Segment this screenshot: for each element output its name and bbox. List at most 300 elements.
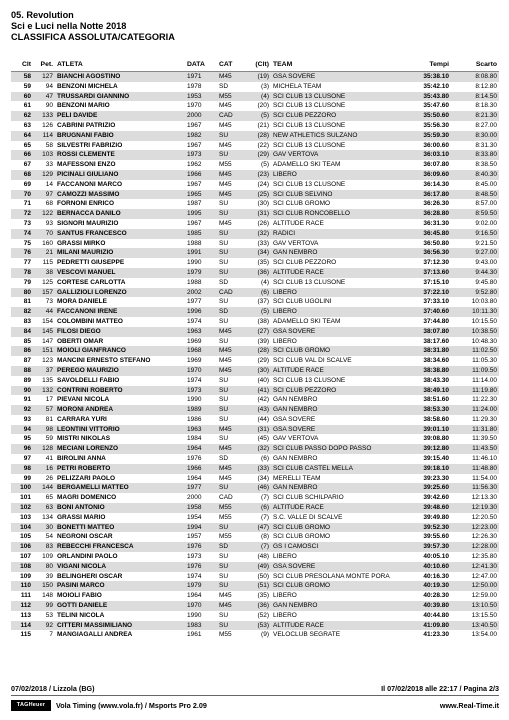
cell-cat: SD xyxy=(219,278,229,286)
cell-scarto: 10:38.50 xyxy=(451,327,499,337)
cell-pett: 81 xyxy=(45,415,53,423)
cell-clt-cat: (29) xyxy=(257,357,269,365)
cell-scarto: 8:21.30 xyxy=(451,111,499,121)
cell-pett: 54 xyxy=(45,533,53,541)
table-row xyxy=(11,474,499,484)
cell-atleta: CONTRINI ROBERTO xyxy=(55,386,185,396)
cell-pett: 47 xyxy=(33,92,55,102)
cell-pett: 83 xyxy=(33,542,55,552)
cell-clt: 79 xyxy=(23,278,31,286)
cell-team: GAN NEMBRO xyxy=(273,455,318,463)
cell-clt: 98 xyxy=(11,464,33,474)
cell-clt: 68 xyxy=(11,170,33,180)
cell-pett: 7 xyxy=(49,631,53,639)
cell-team: SCI CLUB GROMO xyxy=(271,523,399,533)
cell-pett: 37 xyxy=(33,366,55,376)
cell-clt-cat: (5) xyxy=(245,111,271,121)
cell-pett: 128 xyxy=(33,444,55,454)
cell-team: MICHELA TEAM xyxy=(273,82,322,90)
cell-scarto: 8:18.30 xyxy=(475,102,497,110)
cell-team: VELOCLUB SEGRATE xyxy=(273,631,341,639)
cell-atleta: GRASSI MARIO xyxy=(57,513,106,521)
table-row xyxy=(11,503,499,513)
cell-clt: 101 xyxy=(20,494,31,502)
cell-atleta: FACCANONI MARCO xyxy=(57,180,122,188)
cell-scarto: 8:45.00 xyxy=(475,180,497,188)
col-header-tempi: Tempi xyxy=(399,59,451,72)
cell-atleta: MOIOLI GIANFRANCO xyxy=(55,346,185,356)
cell-tempi: 40:28.30 xyxy=(423,592,449,600)
cell-clt: 70 xyxy=(11,190,33,200)
cell-data: 1962 xyxy=(187,161,202,169)
cell-team: SCI CLUB VAL DI SCALVE xyxy=(273,357,352,365)
cell-clt: 107 xyxy=(20,553,31,561)
cell-atleta: BELINGHERI OSCAR xyxy=(57,572,123,580)
cell-pett: 129 xyxy=(33,170,55,180)
cell-scarto: 12:26.30 xyxy=(471,533,497,541)
cell-tempi: 37:33.10 xyxy=(423,298,449,306)
cell-cat: M45 xyxy=(219,180,232,188)
cell-cat: SU xyxy=(217,209,245,219)
cell-pett: 17 xyxy=(45,396,53,404)
cell-pett: 157 xyxy=(33,288,55,298)
cell-atleta: BONI ANTONIO xyxy=(55,503,185,513)
cell-atleta: MAFESSONI ENZO xyxy=(57,161,116,169)
cell-clt: 83 xyxy=(23,317,31,325)
cell-atleta: MANCINI ERNESTO STEFANO xyxy=(57,357,151,365)
cell-clt-cat: (7) xyxy=(261,494,269,502)
cell-scarto: 10:15.50 xyxy=(471,317,497,325)
cell-pett: 151 xyxy=(33,346,55,356)
cell-pett: 133 xyxy=(33,111,55,121)
cell-pett: 80 xyxy=(33,562,55,572)
cell-clt: 89 xyxy=(23,376,31,384)
cell-team: ALTITUDE RACE xyxy=(271,366,399,376)
cell-cat: M45 xyxy=(217,366,245,376)
cell-cat: M45 xyxy=(217,346,245,356)
cell-clt: 66 xyxy=(11,150,33,160)
cell-scarto: 10:03.80 xyxy=(471,298,497,306)
cell-cat: SU xyxy=(217,562,245,572)
site-credit: www.Real-Time.it xyxy=(439,701,499,710)
cell-clt-cat: (40) xyxy=(257,376,269,384)
cell-data: 1983 xyxy=(185,621,217,631)
cell-scarto: 12:35.80 xyxy=(471,553,497,561)
cell-team: SCI CLUB 13 CLUSONE xyxy=(271,92,399,102)
table-row xyxy=(11,356,499,366)
cell-clt-cat: (7) xyxy=(261,513,269,521)
table-row xyxy=(11,611,499,621)
cell-data: 1953 xyxy=(185,92,217,102)
cell-scarto: 12:50.00 xyxy=(451,581,499,591)
cell-cat: M45 xyxy=(219,592,232,600)
cell-team: GSA SOVERE xyxy=(271,327,399,337)
table-row xyxy=(11,444,499,454)
cell-clt: 67 xyxy=(23,161,31,169)
cell-scarto: 9:44.30 xyxy=(451,268,499,278)
table-row xyxy=(11,278,499,288)
cell-pett: 73 xyxy=(45,298,53,306)
cell-atleta: TRUSSARDI GIANNINO xyxy=(55,92,185,102)
cell-atleta: MOIOLI FABIO xyxy=(57,592,102,600)
cell-atleta: LEONTINI VITTORIO xyxy=(55,425,185,435)
cell-tempi: 39:55.60 xyxy=(423,533,449,541)
cell-atleta: ORLANDINI PAOLO xyxy=(57,553,118,561)
cell-clt: 63 xyxy=(23,121,31,129)
cell-team: GAV VERTOVA xyxy=(273,435,319,443)
cell-team: GAN NEMBRO xyxy=(271,601,399,611)
cell-scarto: 12:59.00 xyxy=(471,592,497,600)
cell-atleta: NEGRONI OSCAR xyxy=(57,533,113,541)
cell-data: 2000 xyxy=(187,494,202,502)
cell-cat: M55 xyxy=(219,161,232,169)
col-header-cat: CAT xyxy=(217,59,245,72)
cell-clt-cat: (42) xyxy=(257,396,269,404)
cell-clt-cat: (19) xyxy=(245,72,271,82)
cell-team: SCI CLUB 13 CLUSONE xyxy=(273,121,346,129)
cell-scarto: 11:09.50 xyxy=(451,366,499,376)
cell-atleta: CABRINI PATRIZIO xyxy=(57,121,116,129)
cell-team: SCI CLUB UGOLINI xyxy=(273,298,332,306)
cell-team: SCI CLUB PEZZORO xyxy=(271,111,399,121)
cell-data: 1989 xyxy=(185,405,217,415)
cell-scarto: 12:28.00 xyxy=(451,542,499,552)
cell-clt: 86 xyxy=(11,346,33,356)
cell-atleta: PEDRETTI GIUSEPPE xyxy=(57,259,125,267)
cell-clt-cat: (51) xyxy=(245,581,271,591)
cell-atleta: CITTERI MASSIMILIANO xyxy=(55,621,185,631)
cell-tempi: 40:39.80 xyxy=(399,601,451,611)
cell-team: LIBERO xyxy=(273,553,297,561)
cell-cat: SU xyxy=(217,150,245,160)
cell-data: 1963 xyxy=(185,327,217,337)
ranking-title: CLASSIFICA ASSOLUTA/CATEGORIA xyxy=(11,32,175,42)
cell-data: 1976 xyxy=(185,542,217,552)
cell-clt: 102 xyxy=(11,503,33,513)
cell-data: 1974 xyxy=(187,317,202,325)
cell-atleta: PELI DAVIDE xyxy=(55,111,185,121)
cell-scarto: 9:27.00 xyxy=(451,248,499,258)
cell-clt-cat: (44) xyxy=(257,415,269,423)
cell-team: SCI CLUB 13 CLUSONE xyxy=(273,278,346,286)
cell-cat: SD xyxy=(219,455,229,463)
cell-cat: SU xyxy=(217,248,245,258)
cell-tempi: 35:47.60 xyxy=(423,102,449,110)
cell-data: 1961 xyxy=(187,631,202,639)
cell-team: SCI CLUB PEZZORO xyxy=(273,259,337,267)
cell-team: GSA SOVERE xyxy=(273,415,316,423)
cell-clt: 90 xyxy=(11,386,33,396)
cell-pett: 125 xyxy=(42,278,53,286)
cell-clt: 91 xyxy=(23,396,31,404)
cell-clt: 75 xyxy=(23,239,31,247)
cell-scarto: 12:23.00 xyxy=(451,523,499,533)
cell-atleta: REBECCHI FRANCESCA xyxy=(55,542,185,552)
cell-clt: 78 xyxy=(11,268,33,278)
cell-data: 1977 xyxy=(185,483,217,493)
cell-cat: M55 xyxy=(217,503,245,513)
table-row xyxy=(11,581,499,591)
cell-data: 1970 xyxy=(185,366,217,376)
cell-tempi: 38:43.30 xyxy=(423,376,449,384)
table-row xyxy=(11,199,499,209)
cell-cat: M45 xyxy=(219,121,232,129)
cell-cat: M45 xyxy=(217,464,245,474)
table-row xyxy=(11,562,499,572)
footer-divider xyxy=(11,695,499,696)
cell-clt-cat: (20) xyxy=(257,102,269,110)
cell-clt: 64 xyxy=(11,131,33,141)
table-row xyxy=(11,572,499,582)
cell-clt: 88 xyxy=(11,366,33,376)
cell-team: SCI CLUB RONCOBELLO xyxy=(271,209,399,219)
table-row xyxy=(11,160,499,170)
cell-cat: SD xyxy=(219,82,229,90)
cell-pett: 109 xyxy=(42,553,53,561)
cell-atleta: VIGANI NICOLA xyxy=(55,562,185,572)
cell-data: 1979 xyxy=(185,581,217,591)
cell-clt-cat: (36) xyxy=(245,601,271,611)
cell-tempi: 35:43.80 xyxy=(399,92,451,102)
cell-team: GAN NEMBRO xyxy=(271,405,399,415)
cell-tempi: 39:42.60 xyxy=(423,494,449,502)
cell-data: 1974 xyxy=(187,572,202,580)
cell-tempi: 39:52.30 xyxy=(399,523,451,533)
cell-data: 2002 xyxy=(185,288,217,298)
cell-scarto: 9:43.00 xyxy=(475,259,497,267)
cell-scarto: 8:08.80 xyxy=(451,72,499,82)
table-row xyxy=(11,219,499,229)
col-header-clt-cat: (Clt) xyxy=(245,59,271,72)
cell-cat: SU xyxy=(217,483,245,493)
cell-cat: SU xyxy=(219,337,229,345)
table-row xyxy=(11,366,499,376)
cell-cat: SU xyxy=(219,317,229,325)
cell-team: GSA SOVERE xyxy=(271,562,399,572)
cell-clt-cat: (33) xyxy=(257,239,269,247)
cell-clt-cat: (4) xyxy=(245,92,271,102)
event-name: Sci e Luci nella Notte 2018 xyxy=(11,21,127,31)
cell-team: ALTITUDE RACE xyxy=(271,503,399,513)
table-row xyxy=(11,493,499,503)
cell-cat: SU xyxy=(219,376,229,384)
cell-atleta: MECIANI LORENZO xyxy=(55,444,185,454)
cell-data: 1973 xyxy=(185,150,217,160)
table-row xyxy=(11,483,499,493)
cell-clt: 108 xyxy=(11,562,33,572)
cell-cat: SU xyxy=(219,415,229,423)
cell-scarto: 8:12.80 xyxy=(475,82,497,90)
cell-pett: 98 xyxy=(33,425,55,435)
cell-tempi: 40:10.60 xyxy=(399,562,451,572)
cell-data: 1990 xyxy=(187,396,202,404)
col-header-atleta: ATLETA xyxy=(55,59,185,72)
cell-atleta: MILANI MAURIZIO xyxy=(55,248,185,258)
table-row xyxy=(11,591,499,601)
cell-tempi: 36:31.30 xyxy=(423,219,449,227)
footer-print-info: Il 07/02/2018 alle 22:17 / Pagina 2/3 xyxy=(381,684,499,693)
cell-scarto: 10:48.30 xyxy=(471,337,497,345)
cell-data: 1967 xyxy=(187,219,202,227)
cell-clt: 93 xyxy=(23,415,31,423)
cell-tempi: 40:44.80 xyxy=(423,611,449,619)
cell-tempi: 39:23.30 xyxy=(423,474,449,482)
cell-pett: 68 xyxy=(45,200,53,208)
cell-tempi: 37:12.30 xyxy=(423,259,449,267)
table-row xyxy=(11,630,499,640)
cell-data: 1967 xyxy=(187,141,202,149)
cell-tempi: 40:05.10 xyxy=(423,553,449,561)
cell-team: LIBERO xyxy=(271,288,399,298)
cell-cat: SU xyxy=(219,200,229,208)
cell-clt: 97 xyxy=(23,455,31,463)
cell-scarto: 9:45.80 xyxy=(475,278,497,286)
cell-tempi: 37:44.80 xyxy=(423,317,449,325)
cell-team: SCI CLUB GROMO xyxy=(273,200,331,208)
cell-scarto: 8:31.30 xyxy=(475,141,497,149)
cell-team: LIBERO xyxy=(273,592,297,600)
cell-tempi: 41:09.80 xyxy=(399,621,451,631)
cell-scarto: 11:31.80 xyxy=(451,425,499,435)
cell-pett: 144 xyxy=(33,483,55,493)
cell-clt-cat: (27) xyxy=(245,327,271,337)
cell-scarto: 8:38.50 xyxy=(475,161,497,169)
cell-scarto: 11:29.30 xyxy=(472,415,497,423)
cell-clt: 94 xyxy=(11,425,33,435)
cell-clt: 73 xyxy=(23,219,31,227)
cell-clt-cat: (24) xyxy=(257,180,269,188)
cell-clt-cat: (34) xyxy=(257,474,269,482)
cell-tempi: 41:23.30 xyxy=(423,631,449,639)
cell-cat: SU xyxy=(219,298,229,306)
cell-tempi: 39:18.10 xyxy=(399,464,451,474)
cell-clt-cat: (4) xyxy=(261,278,269,286)
cell-cat: SU xyxy=(217,131,245,141)
cell-tempi: 35:56.30 xyxy=(423,121,449,129)
cell-team: GAV VERTOVA xyxy=(273,239,319,247)
cell-team: GAN NEMBRO xyxy=(271,248,399,258)
cell-team: SCI CLUB 13 CLUSONE xyxy=(273,102,346,110)
table-row xyxy=(11,307,499,317)
cell-data: 1976 xyxy=(187,455,202,463)
cell-data: 1964 xyxy=(185,444,217,454)
table-row xyxy=(11,513,499,523)
table-row xyxy=(11,425,499,435)
cell-team: MERELLI TEAM xyxy=(273,474,321,482)
cell-scarto: 8:40.30 xyxy=(451,170,499,180)
cell-data: 1957 xyxy=(187,533,202,541)
cell-atleta: BONETTI MATTEO xyxy=(55,523,185,533)
cell-clt-cat: (53) xyxy=(245,621,271,631)
cell-team: GAN NEMBRO xyxy=(271,483,399,493)
cell-clt-cat: (35) xyxy=(257,592,269,600)
table-row xyxy=(11,82,499,92)
cell-scarto: 8:57.00 xyxy=(475,200,497,208)
cell-scarto: 11:56.30 xyxy=(451,483,499,493)
cell-data: 1990 xyxy=(187,611,202,619)
cell-atleta: CORTESE CARLOTTA xyxy=(57,278,126,286)
cell-tempi: 36:07.80 xyxy=(423,161,449,169)
cell-tempi: 36:03.10 xyxy=(399,150,451,160)
table-row xyxy=(11,337,499,347)
cell-cat: CAD xyxy=(217,288,245,298)
cell-atleta: PASINI MARCO xyxy=(55,581,185,591)
cell-team: SCI CLUB 13 CLUSONE xyxy=(273,376,346,384)
table-row xyxy=(11,72,499,82)
cell-pett: 134 xyxy=(42,513,53,521)
cell-clt: 112 xyxy=(11,601,33,611)
cell-pett: 53 xyxy=(45,611,53,619)
cell-data: 1987 xyxy=(187,200,202,208)
cell-scarto: 8:59.50 xyxy=(451,209,499,219)
cell-scarto: 11:54.00 xyxy=(472,474,497,482)
cell-data: 1991 xyxy=(185,248,217,258)
cell-atleta: SANTUS FRANCESCO xyxy=(55,229,185,239)
document-header xyxy=(11,10,175,43)
cell-atleta: BENZONI MICHELA xyxy=(57,82,118,90)
table-row xyxy=(11,601,499,611)
cell-cat: SD xyxy=(217,542,245,552)
cell-clt-cat: (7) xyxy=(245,542,271,552)
table-row xyxy=(11,111,499,121)
cell-data: 1986 xyxy=(187,415,202,423)
cell-pett: 21 xyxy=(33,248,55,258)
cell-data: 1995 xyxy=(185,209,217,219)
cell-data: 1966 xyxy=(185,464,217,474)
cell-scarto: 11:48.80 xyxy=(451,464,499,474)
footer-credits xyxy=(11,700,499,712)
cell-cat: M45 xyxy=(217,327,245,337)
col-header-team: TEAM xyxy=(271,59,399,72)
cell-team: RADICI xyxy=(271,229,399,239)
cell-clt-cat: (25) xyxy=(245,190,271,200)
table-row xyxy=(11,415,499,425)
cell-team: SCI CLUB PRESOLANA MONTE PORA xyxy=(273,572,390,580)
cell-tempi: 35:59.30 xyxy=(399,131,451,141)
cell-pett: 57 xyxy=(33,405,55,415)
cell-team: SCI CLUB SELVINO xyxy=(271,190,399,200)
cell-data: 1967 xyxy=(187,121,202,129)
cell-tempi: 39:15.40 xyxy=(423,455,449,463)
cell-atleta: BERNACCA DANILO xyxy=(55,209,185,219)
cell-data: 1977 xyxy=(187,298,202,306)
cell-data: 1974 xyxy=(187,376,202,384)
cell-tempi: 38:07.80 xyxy=(399,327,451,337)
cell-scarto: 13:40.50 xyxy=(451,621,499,631)
cell-pett: 14 xyxy=(45,180,53,188)
table-row xyxy=(11,121,499,131)
table-row xyxy=(11,209,499,219)
table-row xyxy=(11,190,499,200)
cell-tempi: 36:17.80 xyxy=(399,190,451,200)
cell-clt-cat: (6) xyxy=(261,455,269,463)
results-body xyxy=(11,72,499,641)
cell-atleta: GOTTI DANIELE xyxy=(55,601,185,611)
table-row xyxy=(11,180,499,190)
cell-pett: 145 xyxy=(33,327,55,337)
cell-scarto: 11:19.80 xyxy=(451,386,499,396)
cell-tempi: 36:00.60 xyxy=(423,141,449,149)
cell-clt: 96 xyxy=(11,444,33,454)
cell-team: GAV VERTOVA xyxy=(271,150,399,160)
cell-tempi: 35:42.10 xyxy=(423,82,449,90)
cell-cat: M45 xyxy=(217,601,245,611)
cell-data: 1969 xyxy=(187,357,202,365)
cell-clt: 76 xyxy=(11,248,33,258)
cell-team: GSA SOVERE xyxy=(271,425,399,435)
cell-team: LIBERO xyxy=(273,337,297,345)
cell-cat: M45 xyxy=(219,141,232,149)
